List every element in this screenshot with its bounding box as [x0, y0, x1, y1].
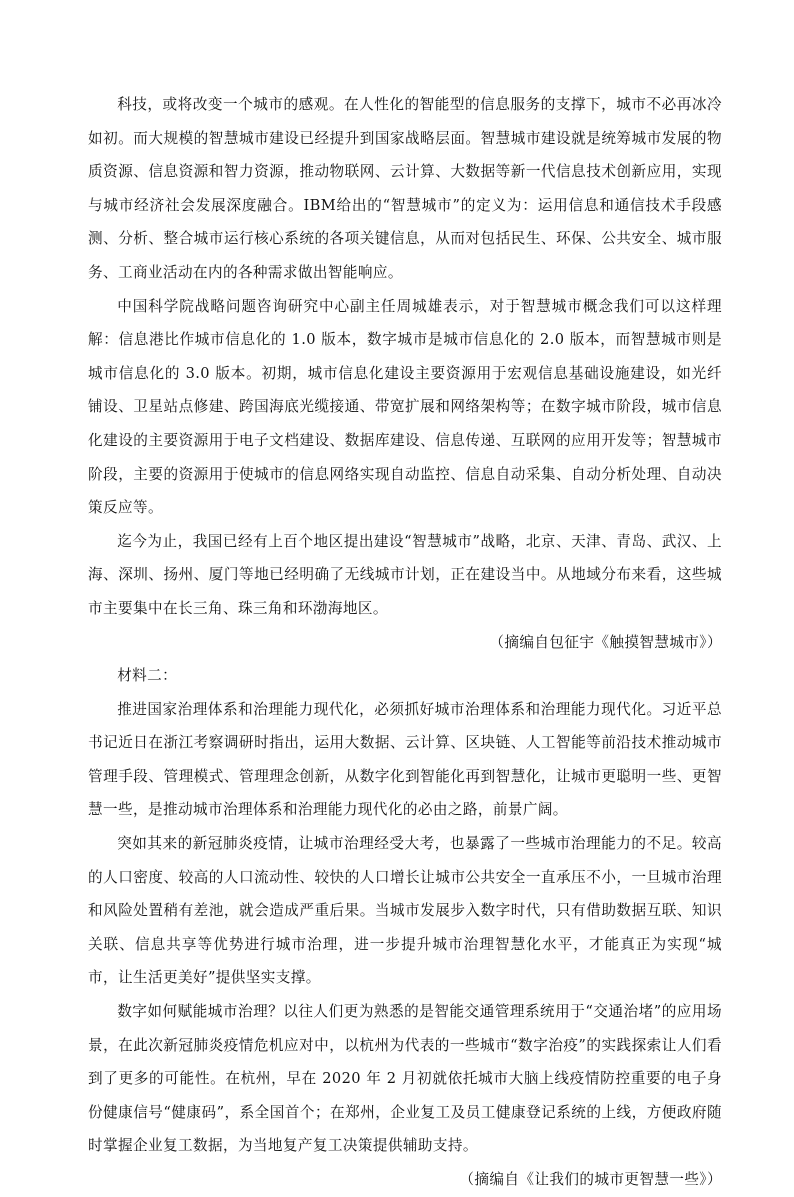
material-label: 材料二：: [117, 667, 178, 685]
paragraph: 中国科学院战略问题咨询研究中心副主任周城雄表示，对于智慧城市概念我们可以这样理解：信息港比作城市信息化的 1.0 版本，数字城市是城市信息化的 2.0 版本，而智慧城市则是城市信息化的 3.0 版本。初期，城市信息化建设主要资源用于宏观信息基础设施建设，如光纤铺设、卫星站点修建、跨国海底光缆接通、带宽扩展和网络架构等；在数字城市阶段，城市信息化建设的主要资源用于电子文档建设、数据库建设、信息传递、互联网的应用开发等；智慧城市阶段，主要的资源用于使城市的信息网络实现自动监控、信息自动采集、自动分析处理、自动决策反应等。: [88, 297, 722, 517]
material-one: [88, 88, 722, 659]
source-citation: （摘编自《让我们的城市更智慧一些》）: [459, 1171, 722, 1188]
paragraph: 突如其来的新冠肺炎疫情，让城市治理经受大考，也暴露了一些城市治理能力的不足。较高的人口密度、较高的人口流动性、较快的人口增长让城市公共安全一直承压不小，一旦城市治理和风险处置稍有差池，就会造成严重后果。当城市发展步入数字时代，只有借助数据互联、知识关联、信息共享等优势进行城市治理，进一步提升城市治理智慧化水平，才能真正为实现“城市，让生活更美好”提供坚实支撑。: [88, 835, 722, 987]
paragraph: 推进国家治理体系和治理能力现代化，必须抓好城市治理体系和治理能力现代化。习近平总书记近日在浙江考察调研时指出，运用大数据、云计算、区块链、人工智能等前沿技术推动城市管理手段、管理模式、管理理念创新，从数字化到智能化再到智慧化，让城市更聪明一些、更智慧一些，是推动城市治理体系和治理能力现代化的必由之路，前景广阔。: [88, 700, 722, 819]
paragraph: 迄今为止，我国已经有上百个地区提出建设“智慧城市”战略，北京、天津、青岛、武汉、上海、深圳、扬州、厦门等地已经明确了无线城市计划，正在建设当中。从地域分布来看，这些城市主要集中在长三角、珠三角和环渤海地区。: [88, 532, 722, 617]
material-two: [88, 659, 722, 1197]
paragraph: 数字如何赋能城市治理？以往人们更为熟悉的是智能交通管理系统用于“交通治堵”的应用场景，在此次新冠肺炎疫情危机应对中，以杭州为代表的一些城市“数字治疫”的实践探索让人们看到了更多的可能性。在杭州，早在 2020 年 2 月初就依托城市大脑上线疫情防控重要的电子身份健康信号“健康码”，系全国首个；在郑州，企业复工及员工健康登记系统的上线，方便政府随时掌握企业复工数据，为当地复产复工决策提供辅助支持。: [88, 1003, 722, 1155]
document-page: [88, 88, 722, 1197]
source-citation: （摘编自包征宇《触摸智慧城市》）: [489, 633, 722, 651]
paragraph: 科技，或将改变一个城市的感观。在人性化的智能型的信息服务的支撑下，城市不必再冰冷如初。而大规模的智慧城市建设已经提升到国家战略层面。智慧城市建设就是统筹城市发展的物质资源、信息资源和智力资源，推动物联网、云计算、大数据等新一代信息技术创新应用，实现与城市经济社会发展深度融合。IBM给出的“智慧城市”的定义为：运用信息和通信技术手段感测、分析、整合城市运行核心系统的各项关键信息，从而对包括民生、环保、公共安全、城市服务、工商业活动在内的各种需求做出智能响应。: [88, 96, 722, 281]
